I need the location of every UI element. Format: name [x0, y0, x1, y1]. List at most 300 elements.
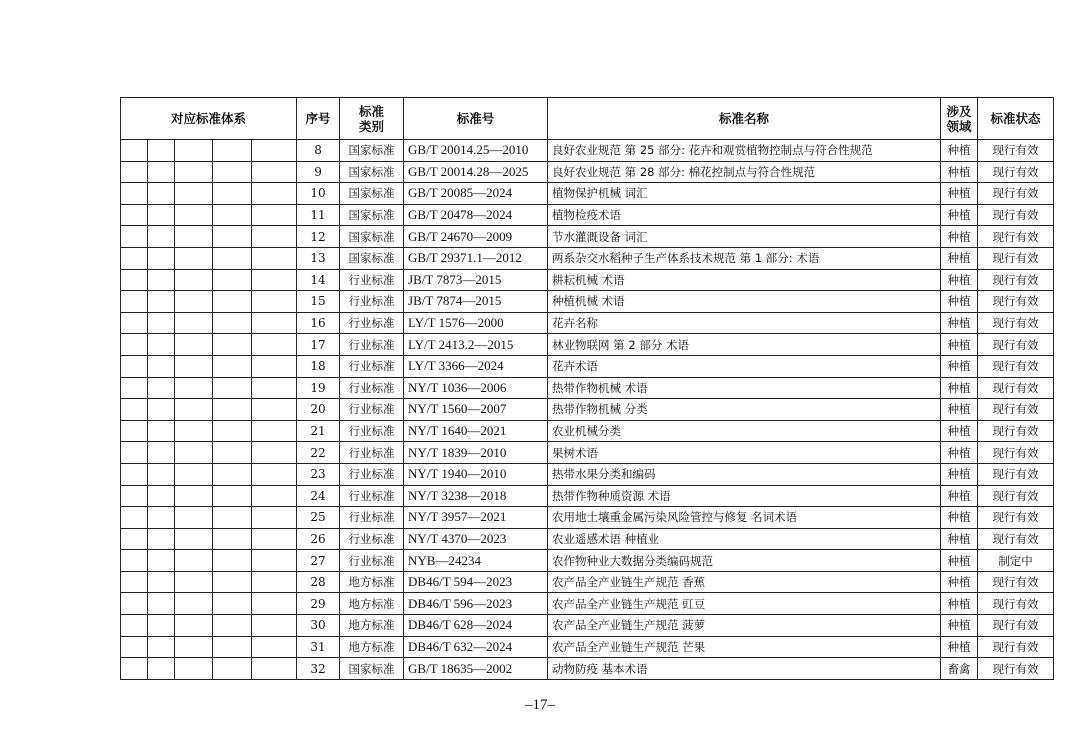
table-row: [121, 140, 1054, 162]
domain-cell: 种植: [941, 463, 978, 485]
system-cell: [213, 161, 252, 183]
code-cell: NY/T 1839—2010: [404, 442, 548, 464]
system-cell: [175, 550, 213, 572]
code-cell: NY/T 1560—2007: [404, 399, 548, 421]
name-cell: 动物防疫 基本术语: [548, 658, 941, 680]
seq-cell: 25: [297, 507, 340, 529]
name-cell: 热带作物机械 分类: [548, 399, 941, 421]
system-cell: [175, 334, 213, 356]
system-cell: [213, 334, 252, 356]
seq-cell: 19: [297, 377, 340, 399]
system-cell: [175, 399, 213, 421]
system-cell: [213, 291, 252, 313]
system-cell: [148, 140, 175, 162]
type-cell: 行业标准: [340, 399, 404, 421]
seq-cell: 20: [297, 399, 340, 421]
system-cell: [252, 658, 297, 680]
system-cell: [213, 550, 252, 572]
system-cell: [148, 550, 175, 572]
code-cell: LY/T 1576—2000: [404, 312, 548, 334]
system-cell: [148, 571, 175, 593]
system-cell: [121, 615, 148, 637]
system-cell: [213, 140, 252, 162]
table-row: [121, 593, 1054, 615]
code-cell: GB/T 20014.25—2010: [404, 140, 548, 162]
table-row: [121, 528, 1054, 550]
system-cell: [175, 615, 213, 637]
system-cell: [252, 161, 297, 183]
status-cell: 现行有效: [978, 269, 1054, 291]
system-cell: [252, 636, 297, 658]
name-cell: 花卉术语: [548, 355, 941, 377]
system-cell: [213, 615, 252, 637]
table-row: [121, 463, 1054, 485]
system-cell: [252, 269, 297, 291]
system-cell: [213, 485, 252, 507]
system-cell: [148, 463, 175, 485]
type-cell: 行业标准: [340, 312, 404, 334]
name-cell: 农产品全产业链生产规范 菠萝: [548, 615, 941, 637]
header-type: 标准 类别: [340, 98, 404, 140]
type-cell: 行业标准: [340, 355, 404, 377]
seq-cell: 21: [297, 420, 340, 442]
system-cell: [252, 507, 297, 529]
seq-cell: 32: [297, 658, 340, 680]
domain-cell: 种植: [941, 161, 978, 183]
domain-cell: 种植: [941, 140, 978, 162]
seq-cell: 17: [297, 334, 340, 356]
table-row: [121, 355, 1054, 377]
domain-cell: 种植: [941, 312, 978, 334]
status-cell: 现行有效: [978, 226, 1054, 248]
system-cell: [121, 528, 148, 550]
system-cell: [121, 204, 148, 226]
status-cell: 现行有效: [978, 593, 1054, 615]
table-row: [121, 658, 1054, 680]
system-cell: [121, 140, 148, 162]
table-row: [121, 226, 1054, 248]
domain-cell: 种植: [941, 269, 978, 291]
system-cell: [175, 528, 213, 550]
system-cell: [121, 442, 148, 464]
system-cell: [121, 658, 148, 680]
status-cell: 现行有效: [978, 442, 1054, 464]
table-row: [121, 204, 1054, 226]
seq-cell: 9: [297, 161, 340, 183]
domain-cell: 种植: [941, 226, 978, 248]
code-cell: LY/T 2413.2—2015: [404, 334, 548, 356]
code-cell: DB46/T 632—2024: [404, 636, 548, 658]
domain-cell: 种植: [941, 571, 978, 593]
status-cell: 现行有效: [978, 528, 1054, 550]
status-cell: 现行有效: [978, 204, 1054, 226]
system-cell: [175, 247, 213, 269]
table-row: [121, 377, 1054, 399]
table-row: [121, 636, 1054, 658]
table-body: [121, 140, 1054, 680]
code-cell: DB46/T 596—2023: [404, 593, 548, 615]
type-cell: 地方标准: [340, 636, 404, 658]
name-cell: 农业遥感术语 种植业: [548, 528, 941, 550]
domain-cell: 种植: [941, 507, 978, 529]
code-cell: NY/T 4370—2023: [404, 528, 548, 550]
system-cell: [121, 377, 148, 399]
type-cell: 地方标准: [340, 593, 404, 615]
type-cell: 国家标准: [340, 140, 404, 162]
system-cell: [148, 183, 175, 205]
table-row: [121, 161, 1054, 183]
system-cell: [252, 550, 297, 572]
table-header-row: [121, 98, 1054, 140]
domain-cell: 种植: [941, 291, 978, 313]
header-domain: 涉及 领域: [941, 98, 978, 140]
system-cell: [148, 615, 175, 637]
seq-cell: 23: [297, 463, 340, 485]
status-cell: 制定中: [978, 550, 1054, 572]
system-cell: [252, 420, 297, 442]
code-cell: LY/T 3366—2024: [404, 355, 548, 377]
table-row: [121, 485, 1054, 507]
header-code: 标准号: [404, 98, 548, 140]
system-cell: [175, 140, 213, 162]
system-cell: [213, 399, 252, 421]
name-cell: 热带水果分类和编码: [548, 463, 941, 485]
system-cell: [148, 485, 175, 507]
system-cell: [148, 355, 175, 377]
system-cell: [213, 507, 252, 529]
domain-cell: 种植: [941, 204, 978, 226]
system-cell: [148, 312, 175, 334]
system-cell: [175, 204, 213, 226]
status-cell: 现行有效: [978, 377, 1054, 399]
seq-cell: 10: [297, 183, 340, 205]
system-cell: [121, 636, 148, 658]
code-cell: DB46/T 594—2023: [404, 571, 548, 593]
system-cell: [175, 420, 213, 442]
type-cell: 行业标准: [340, 528, 404, 550]
type-cell: 行业标准: [340, 507, 404, 529]
system-cell: [252, 442, 297, 464]
system-cell: [175, 355, 213, 377]
system-cell: [148, 161, 175, 183]
system-cell: [175, 377, 213, 399]
domain-cell: 种植: [941, 377, 978, 399]
status-cell: 现行有效: [978, 658, 1054, 680]
name-cell: 农业机械分类: [548, 420, 941, 442]
system-cell: [175, 226, 213, 248]
system-cell: [252, 226, 297, 248]
type-cell: 国家标准: [340, 226, 404, 248]
code-cell: JB/T 7873—2015: [404, 269, 548, 291]
name-cell: 花卉名称: [548, 312, 941, 334]
type-cell: 国家标准: [340, 658, 404, 680]
status-cell: 现行有效: [978, 312, 1054, 334]
system-cell: [175, 269, 213, 291]
table-row: [121, 183, 1054, 205]
code-cell: JB/T 7874—2015: [404, 291, 548, 313]
domain-cell: 种植: [941, 355, 978, 377]
code-cell: GB/T 20085—2024: [404, 183, 548, 205]
system-cell: [213, 593, 252, 615]
status-cell: 现行有效: [978, 485, 1054, 507]
type-cell: 行业标准: [340, 334, 404, 356]
status-cell: 现行有效: [978, 571, 1054, 593]
code-cell: GB/T 20478—2024: [404, 204, 548, 226]
system-cell: [148, 507, 175, 529]
code-cell: GB/T 20014.28—2025: [404, 161, 548, 183]
type-cell: 国家标准: [340, 247, 404, 269]
type-cell: 行业标准: [340, 291, 404, 313]
table-row: [121, 312, 1054, 334]
system-cell: [121, 269, 148, 291]
system-cell: [175, 183, 213, 205]
system-cell: [175, 658, 213, 680]
seq-cell: 15: [297, 291, 340, 313]
domain-cell: 种植: [941, 528, 978, 550]
domain-cell: 种植: [941, 334, 978, 356]
type-cell: 行业标准: [340, 420, 404, 442]
code-cell: NY/T 3238—2018: [404, 485, 548, 507]
table-row: [121, 507, 1054, 529]
system-cell: [148, 593, 175, 615]
system-cell: [148, 636, 175, 658]
system-cell: [213, 442, 252, 464]
system-cell: [121, 226, 148, 248]
system-cell: [213, 247, 252, 269]
system-cell: [121, 161, 148, 183]
system-cell: [252, 463, 297, 485]
seq-cell: 8: [297, 140, 340, 162]
name-cell: 植物检疫术语: [548, 204, 941, 226]
system-cell: [175, 485, 213, 507]
system-cell: [252, 312, 297, 334]
system-cell: [252, 528, 297, 550]
name-cell: 热带作物机械 术语: [548, 377, 941, 399]
system-cell: [121, 334, 148, 356]
seq-cell: 31: [297, 636, 340, 658]
status-cell: 现行有效: [978, 247, 1054, 269]
status-cell: 现行有效: [978, 615, 1054, 637]
name-cell: 耕耘机械 术语: [548, 269, 941, 291]
system-cell: [121, 463, 148, 485]
system-cell: [148, 291, 175, 313]
system-cell: [121, 399, 148, 421]
code-cell: NYB—24234: [404, 550, 548, 572]
system-cell: [121, 183, 148, 205]
system-cell: [121, 355, 148, 377]
system-cell: [175, 442, 213, 464]
system-cell: [148, 528, 175, 550]
status-cell: 现行有效: [978, 355, 1054, 377]
system-cell: [121, 550, 148, 572]
system-cell: [213, 269, 252, 291]
system-cell: [252, 615, 297, 637]
seq-cell: 18: [297, 355, 340, 377]
system-cell: [175, 291, 213, 313]
system-cell: [175, 507, 213, 529]
system-cell: [252, 485, 297, 507]
status-cell: 现行有效: [978, 463, 1054, 485]
header-seq: 序号: [297, 98, 340, 140]
table-row: [121, 550, 1054, 572]
name-cell: 良好农业规范 第 25 部分: 花卉和观赏植物控制点与符合性规范: [548, 140, 941, 162]
name-cell: 农作物种业大数据分类编码规范: [548, 550, 941, 572]
status-cell: 现行有效: [978, 161, 1054, 183]
table-row: [121, 269, 1054, 291]
name-cell: 节水灌溉设备 词汇: [548, 226, 941, 248]
status-cell: 现行有效: [978, 140, 1054, 162]
domain-cell: 种植: [941, 593, 978, 615]
system-cell: [148, 204, 175, 226]
system-cell: [148, 269, 175, 291]
table-row: [121, 247, 1054, 269]
status-cell: 现行有效: [978, 420, 1054, 442]
seq-cell: 22: [297, 442, 340, 464]
system-cell: [252, 204, 297, 226]
domain-cell: 种植: [941, 399, 978, 421]
system-cell: [148, 377, 175, 399]
seq-cell: 26: [297, 528, 340, 550]
system-cell: [121, 485, 148, 507]
domain-cell: 种植: [941, 420, 978, 442]
system-cell: [175, 593, 213, 615]
system-cell: [252, 183, 297, 205]
system-cell: [148, 399, 175, 421]
status-cell: 现行有效: [978, 334, 1054, 356]
type-cell: 行业标准: [340, 485, 404, 507]
system-cell: [175, 463, 213, 485]
domain-cell: 种植: [941, 550, 978, 572]
system-cell: [252, 355, 297, 377]
table-row: [121, 420, 1054, 442]
name-cell: 两系杂交水稻种子生产体系技术规范 第 1 部分: 术语: [548, 247, 941, 269]
header-system: 对应标准体系: [121, 98, 297, 140]
system-cell: [213, 355, 252, 377]
table-row: [121, 291, 1054, 313]
system-cell: [213, 183, 252, 205]
system-cell: [213, 571, 252, 593]
domain-cell: 种植: [941, 247, 978, 269]
status-cell: 现行有效: [978, 399, 1054, 421]
type-cell: 地方标准: [340, 615, 404, 637]
system-cell: [121, 507, 148, 529]
code-cell: GB/T 18635—2002: [404, 658, 548, 680]
system-cell: [121, 420, 148, 442]
table-row: [121, 571, 1054, 593]
system-cell: [148, 247, 175, 269]
name-cell: 农产品全产业链生产规范 香蕉: [548, 571, 941, 593]
system-cell: [148, 420, 175, 442]
seq-cell: 16: [297, 312, 340, 334]
code-cell: NY/T 3957—2021: [404, 507, 548, 529]
name-cell: 农产品全产业链生产规范 芒果: [548, 636, 941, 658]
system-cell: [213, 658, 252, 680]
name-cell: 农用地土壤重金属污染风险管控与修复 名词术语: [548, 507, 941, 529]
status-cell: 现行有效: [978, 636, 1054, 658]
code-cell: NY/T 1640—2021: [404, 420, 548, 442]
system-cell: [121, 571, 148, 593]
seq-cell: 14: [297, 269, 340, 291]
status-cell: 现行有效: [978, 291, 1054, 313]
code-cell: NY/T 1940—2010: [404, 463, 548, 485]
domain-cell: 种植: [941, 183, 978, 205]
system-cell: [252, 291, 297, 313]
type-cell: 行业标准: [340, 442, 404, 464]
type-cell: 国家标准: [340, 161, 404, 183]
system-cell: [121, 247, 148, 269]
type-cell: 国家标准: [340, 204, 404, 226]
system-cell: [121, 593, 148, 615]
table-row: [121, 399, 1054, 421]
domain-cell: 种植: [941, 442, 978, 464]
system-cell: [213, 204, 252, 226]
code-cell: GB/T 24670—2009: [404, 226, 548, 248]
system-cell: [252, 571, 297, 593]
system-cell: [252, 334, 297, 356]
system-cell: [213, 312, 252, 334]
page-number: –17–: [525, 697, 555, 713]
header-name: 标准名称: [548, 98, 941, 140]
header-status: 标准状态: [978, 98, 1054, 140]
system-cell: [175, 636, 213, 658]
code-cell: GB/T 29371.1—2012: [404, 247, 548, 269]
code-cell: NY/T 1036—2006: [404, 377, 548, 399]
seq-cell: 24: [297, 485, 340, 507]
domain-cell: 种植: [941, 485, 978, 507]
system-cell: [213, 528, 252, 550]
seq-cell: 13: [297, 247, 340, 269]
type-cell: 行业标准: [340, 463, 404, 485]
domain-cell: 种植: [941, 636, 978, 658]
system-cell: [148, 442, 175, 464]
type-cell: 国家标准: [340, 183, 404, 205]
seq-cell: 29: [297, 593, 340, 615]
name-cell: 林业物联网 第 2 部分 术语: [548, 334, 941, 356]
name-cell: 良好农业规范 第 28 部分: 棉花控制点与符合性规范: [548, 161, 941, 183]
system-cell: [175, 571, 213, 593]
name-cell: 种植机械 术语: [548, 291, 941, 313]
name-cell: 果树术语: [548, 442, 941, 464]
table-row: [121, 442, 1054, 464]
system-cell: [252, 377, 297, 399]
type-cell: 行业标准: [340, 377, 404, 399]
name-cell: 热带作物种质资源 术语: [548, 485, 941, 507]
type-cell: 地方标准: [340, 571, 404, 593]
domain-cell: 畜禽: [941, 658, 978, 680]
system-cell: [121, 312, 148, 334]
code-cell: DB46/T 628—2024: [404, 615, 548, 637]
name-cell: 农产品全产业链生产规范 豇豆: [548, 593, 941, 615]
seq-cell: 28: [297, 571, 340, 593]
table-row: [121, 615, 1054, 637]
table-row: [121, 334, 1054, 356]
system-cell: [148, 226, 175, 248]
system-cell: [252, 399, 297, 421]
system-cell: [175, 161, 213, 183]
system-cell: [121, 291, 148, 313]
system-cell: [213, 636, 252, 658]
type-cell: 行业标准: [340, 550, 404, 572]
system-cell: [252, 140, 297, 162]
system-cell: [213, 420, 252, 442]
domain-cell: 种植: [941, 615, 978, 637]
system-cell: [252, 247, 297, 269]
system-cell: [175, 312, 213, 334]
seq-cell: 27: [297, 550, 340, 572]
system-cell: [213, 463, 252, 485]
seq-cell: 30: [297, 615, 340, 637]
system-cell: [148, 334, 175, 356]
